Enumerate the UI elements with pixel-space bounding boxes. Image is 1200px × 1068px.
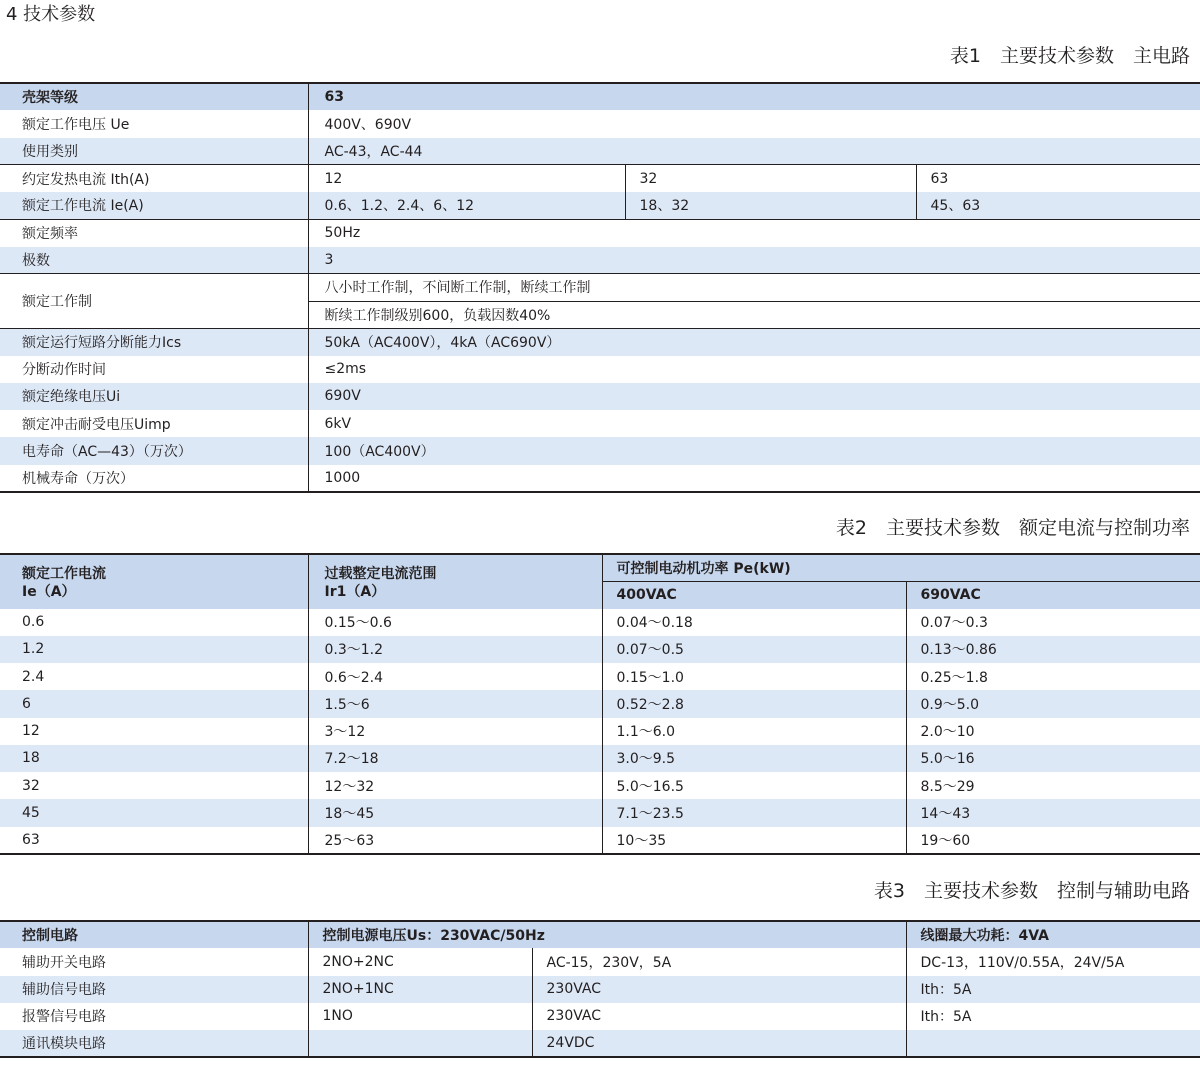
- cell-ie: 0.6: [22, 614, 45, 631]
- cell-p400: 0.07～0.5: [602, 636, 906, 663]
- cell-contacts: 1NO: [308, 1003, 532, 1030]
- cell-p400: 0.52～2.8: [602, 690, 906, 717]
- cell-p690: 8.5～29: [906, 772, 1200, 799]
- cell-p400: 0.15～1.0: [602, 663, 906, 690]
- cell-p400: 10～35: [602, 827, 906, 854]
- table-row: [0, 192, 1200, 219]
- row-label: 额定工作电流 Ie(A): [0, 192, 308, 219]
- row-label: 额定绝缘电压Ui: [0, 383, 308, 410]
- table-row: [0, 799, 1200, 826]
- row-value: 32: [625, 165, 916, 192]
- cell-ie: 2.4: [22, 668, 45, 685]
- cell-ie: 1.2: [0, 636, 308, 663]
- cell-dc: DC-13，110V/0.55A，24V/5A: [906, 948, 1200, 975]
- header-cell: 控制电路: [0, 921, 308, 948]
- table-row: [0, 718, 1200, 745]
- row-label: 电寿命（AC—43）（万次）: [0, 437, 308, 464]
- cell-p690: 0.07～0.3: [906, 609, 1200, 636]
- cell-ie: 12: [22, 723, 40, 740]
- cell-p690: 0.25～1.8: [906, 663, 1200, 690]
- cell-p400: 5.0～16.5: [602, 772, 906, 799]
- row-value: 1000: [308, 465, 1200, 492]
- table-row: [0, 165, 1200, 192]
- row-value: 12: [308, 165, 625, 192]
- header-line: 额定工作电流: [22, 565, 106, 582]
- cell-dc: Ith：5A: [906, 1003, 1200, 1030]
- cell-p400: 1.1～6.0: [602, 718, 906, 745]
- table-row: [0, 745, 1200, 772]
- row-value: AC-43，AC-44: [308, 138, 1200, 165]
- cell-p690: 19～60: [906, 827, 1200, 854]
- cell-ir: 0.3～1.2: [308, 636, 602, 663]
- cell-dc: [906, 1030, 1200, 1057]
- table-row: [0, 827, 1200, 854]
- table-row: [0, 948, 1200, 975]
- table-row: [0, 636, 1200, 663]
- row-label: 额定频率: [0, 219, 308, 246]
- table-row: [0, 465, 1200, 492]
- table-row: [0, 410, 1200, 437]
- cell-p400: 7.1～23.5: [602, 799, 906, 826]
- row-label: 额定运行短路分断能力Ics: [0, 328, 308, 355]
- cell-ie: 63: [22, 831, 40, 848]
- section-title: 4 技术参数: [6, 4, 96, 25]
- cell-circuit: 辅助开关电路: [22, 954, 106, 971]
- row-value: 0.6、1.2、2.4、6、12: [308, 192, 625, 219]
- table-row: [0, 247, 1200, 274]
- header-line: Ie（A）: [22, 583, 76, 600]
- table-row: [0, 110, 1200, 137]
- cell-ie: 6: [0, 690, 308, 717]
- header-line: Ir1（A）: [324, 583, 386, 600]
- row-label: 极数: [0, 247, 308, 274]
- cell-p400: 3.0～9.5: [602, 745, 906, 772]
- table2-current-and-power: [0, 553, 1200, 855]
- row-value: 100（AC400V）: [308, 437, 1200, 464]
- row-label: 约定发热电流 Ith(A): [0, 165, 308, 192]
- cell-ir: 1.5～6: [308, 690, 602, 717]
- row-label: 额定冲击耐受电压Uimp: [22, 416, 171, 433]
- cell-p690: 0.9～5.0: [906, 690, 1200, 717]
- cell-p690: 0.13～0.86: [906, 636, 1200, 663]
- cell-circuit: 通讯模块电路: [0, 1030, 308, 1057]
- cell-contacts: 2NO+2NC: [308, 948, 532, 975]
- cell-rating: 230VAC: [532, 1003, 906, 1030]
- cell-p690: 14～43: [906, 799, 1200, 826]
- cell-p690: 5.0～16: [906, 745, 1200, 772]
- table-row: [0, 138, 1200, 165]
- header-cell-400vac: 400VAC: [602, 581, 906, 608]
- row-value: ≤2ms: [308, 356, 1200, 383]
- table-header-row: [0, 83, 1200, 110]
- table-row: [0, 437, 1200, 464]
- table-header-row: [0, 921, 1200, 948]
- row-value: 八小时工作制，不间断工作制，断续工作制: [308, 274, 1200, 301]
- cell-ir: 18～45: [308, 799, 602, 826]
- table3-control-circuit: [0, 920, 1200, 1058]
- cell-rating: 24VDC: [532, 1030, 906, 1057]
- table-row: [0, 976, 1200, 1003]
- table-row: [0, 663, 1200, 690]
- row-label: 机械寿命（万次）: [22, 470, 134, 487]
- cell-p400: 0.04～0.18: [602, 609, 906, 636]
- table-row: [0, 383, 1200, 410]
- cell-ir: 25～63: [308, 827, 602, 854]
- header-cell: 控制电源电压Us：230VAC/50Hz: [308, 921, 906, 948]
- cell-ir: 0.6～2.4: [308, 663, 602, 690]
- cell-circuit: 报警信号电路: [22, 1009, 106, 1026]
- table-row: [0, 1030, 1200, 1057]
- table1-main-circuit: [0, 82, 1200, 493]
- header-cell: 线圈最大功耗：4VA: [906, 921, 1200, 948]
- cell-p690: 2.0～10: [906, 718, 1200, 745]
- row-value: 690V: [308, 383, 1200, 410]
- table-row: [0, 609, 1200, 636]
- row-value: 50kA（AC400V），4kA（AC690V）: [308, 328, 1200, 355]
- cell-ir: 7.2～18: [308, 745, 602, 772]
- table-row: [0, 328, 1200, 355]
- header-cell-power-group: 可控制电动机功率 Pe(kW): [602, 554, 1200, 581]
- table-header-row: [0, 554, 1200, 581]
- row-value: 50Hz: [308, 219, 1200, 246]
- cell-rating: 230VAC: [532, 976, 906, 1003]
- cell-contacts: [308, 1030, 532, 1057]
- table2-caption: 表2 主要技术参数 额定电流与控制功率: [835, 517, 1190, 539]
- row-value: 6kV: [308, 410, 1200, 437]
- table-row: [0, 274, 1200, 301]
- header-cell-ir: [308, 554, 602, 609]
- row-value: 3: [308, 247, 1200, 274]
- table-row: [0, 1003, 1200, 1030]
- table-row: [0, 219, 1200, 246]
- row-label: 额定工作电压 Ue: [22, 116, 130, 133]
- header-line: 过载整定电流范围: [324, 565, 437, 582]
- table-row: [0, 772, 1200, 799]
- row-label: 使用类别: [0, 138, 308, 165]
- cell-ir: 3～12: [308, 718, 602, 745]
- cell-rating: AC-15，230V，5A: [532, 948, 906, 975]
- header-cell-690vac: 690VAC: [906, 581, 1200, 608]
- row-value: 63: [916, 165, 1200, 192]
- cell-ie: 32: [22, 777, 40, 794]
- cell-contacts: 2NO+1NC: [308, 976, 532, 1003]
- row-value: 45、63: [916, 192, 1200, 219]
- cell-circuit: 辅助信号电路: [0, 976, 308, 1003]
- row-label: 分断动作时间: [22, 362, 106, 379]
- row-value: 断续工作制级别600，负载因数40%: [308, 301, 1200, 328]
- row-value: 400V、690V: [308, 110, 1200, 137]
- table-row: [0, 356, 1200, 383]
- table-row: [0, 690, 1200, 717]
- cell-dc: Ith：5A: [906, 976, 1200, 1003]
- table1-caption: 表1 主要技术参数 主电路: [949, 45, 1190, 67]
- header-cell: 壳架等级: [0, 83, 308, 110]
- cell-ie: 45: [0, 799, 308, 826]
- header-cell-ie: [0, 554, 308, 609]
- cell-ir: 0.15～0.6: [308, 609, 602, 636]
- row-label: 额定工作制: [0, 274, 308, 329]
- header-cell: 63: [308, 83, 1200, 110]
- cell-ir: 12～32: [308, 772, 602, 799]
- table3-caption: 表3 主要技术参数 控制与辅助电路: [873, 880, 1190, 902]
- cell-ie: 18: [0, 745, 308, 772]
- row-value: 18、32: [625, 192, 916, 219]
